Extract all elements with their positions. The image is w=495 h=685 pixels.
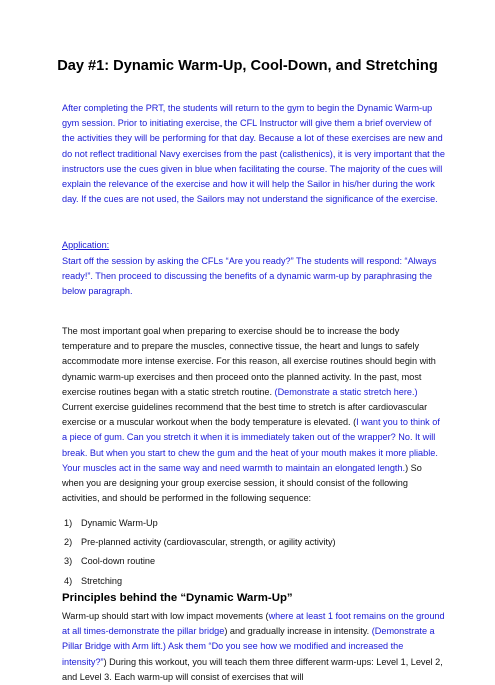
application-heading: Application: <box>62 240 110 250</box>
instructor-cue-gum: I want you to think of a piece of gum. Can you stretch it when it is immediately taken out of the wrapper? No. It will break. But when you start to chew the gum and the heat of your mouth makes it more pliable. Your muscles act in the same way and need warmth to maintain an elongated length. <box>62 417 440 473</box>
principles-text-3: ) During this workout, you will teach them three different warm-ups: Level 1, Level 2, and Level 3. Each warm-up will consist of exercises that will <box>62 656 443 682</box>
main-text-2: Current exercise guidelines recommend that the best time to stretch is after cardiovascular exercise or a muscular workout when the body temperature is elevated. ( <box>62 402 428 428</box>
principles-text-1: Warm-up should start with low impact movements ( <box>62 611 269 621</box>
instructor-cue-pillar-bridge: where at least 1 foot remains on the ground at all times-demonstrate the pillar bridge <box>62 611 445 637</box>
list-item <box>62 514 446 533</box>
page-title: Day #1: Dynamic Warm-Up, Cool-Down, and Stretching <box>57 58 438 74</box>
section-heading: Principles behind the “Dynamic Warm-Up” <box>62 592 293 604</box>
list-item <box>62 572 446 591</box>
instructor-cue-arm-lift: (Demonstrate a Pillar Bridge with Arm lift.) Ask them “Do you see how we modified and increased the intensity?” <box>62 626 435 667</box>
principles-paragraph <box>62 609 446 685</box>
sequence-list <box>62 514 446 591</box>
list-item-number: 2) <box>64 537 73 548</box>
principles-text-2: ) and gradually increase in intensity. <box>224 626 372 637</box>
list-item <box>62 533 446 552</box>
list-item-number: 1) <box>64 518 73 528</box>
list-item-label: Cool-down routine <box>81 556 156 567</box>
list-item <box>62 552 446 571</box>
list-item-number: 4) <box>64 575 73 586</box>
list-item-number: 3) <box>64 556 73 567</box>
main-paragraph <box>62 324 446 506</box>
main-text-3: ) So when you are designing your group exercise session, it should consist of the following activities, and should be performed in the following sequence: <box>62 462 422 504</box>
main-text-1: The most important goal when preparing to exercise should be to increase the body temperature and to prepare the muscles, connective tissue, the heart and lungs to safely accommodate more intense exercise. For this reason, all exercise routines should begin with dynamic warm-up exercises and then proceed onto the planned activity. In the past, most exercise routines began with a static stretch routine. <box>62 326 436 397</box>
application-paragraph: Start off the session by asking the CFLs “Are you ready?” The students will respond: “Always ready!”. Then proceed to discussing the benefits of a dynamic warm-up by paraphrasing the below paragraph. <box>62 256 437 297</box>
list-item-label: Dynamic Warm-Up <box>81 518 158 528</box>
instructor-cue-static-stretch: (Demonstrate a static stretch here.) <box>274 386 418 397</box>
list-item-label: Stretching <box>81 575 123 586</box>
list-item-label: Pre-planned activity (cardiovascular, strength, or agility activity) <box>81 537 336 548</box>
intro-paragraph: After completing the PRT, the students will return to the gym to begin the Dynamic Warm-up gym session. Prior to initiating exercise, the CFL Instructor will give them a brief overview of the activities they will be performing for that day. Because a lot of these exercises are new and do not reflect traditional Navy exercises from the past (calisthenics), it is very important that the instructors use the cues given in blue when facilitating the course. The majority of the cues will explain the relevance of the exercise and how it will help the Sailor in his/her during the work day. If the cues are not used, the Sailors may not understand the significance of the exercise. <box>62 103 445 205</box>
